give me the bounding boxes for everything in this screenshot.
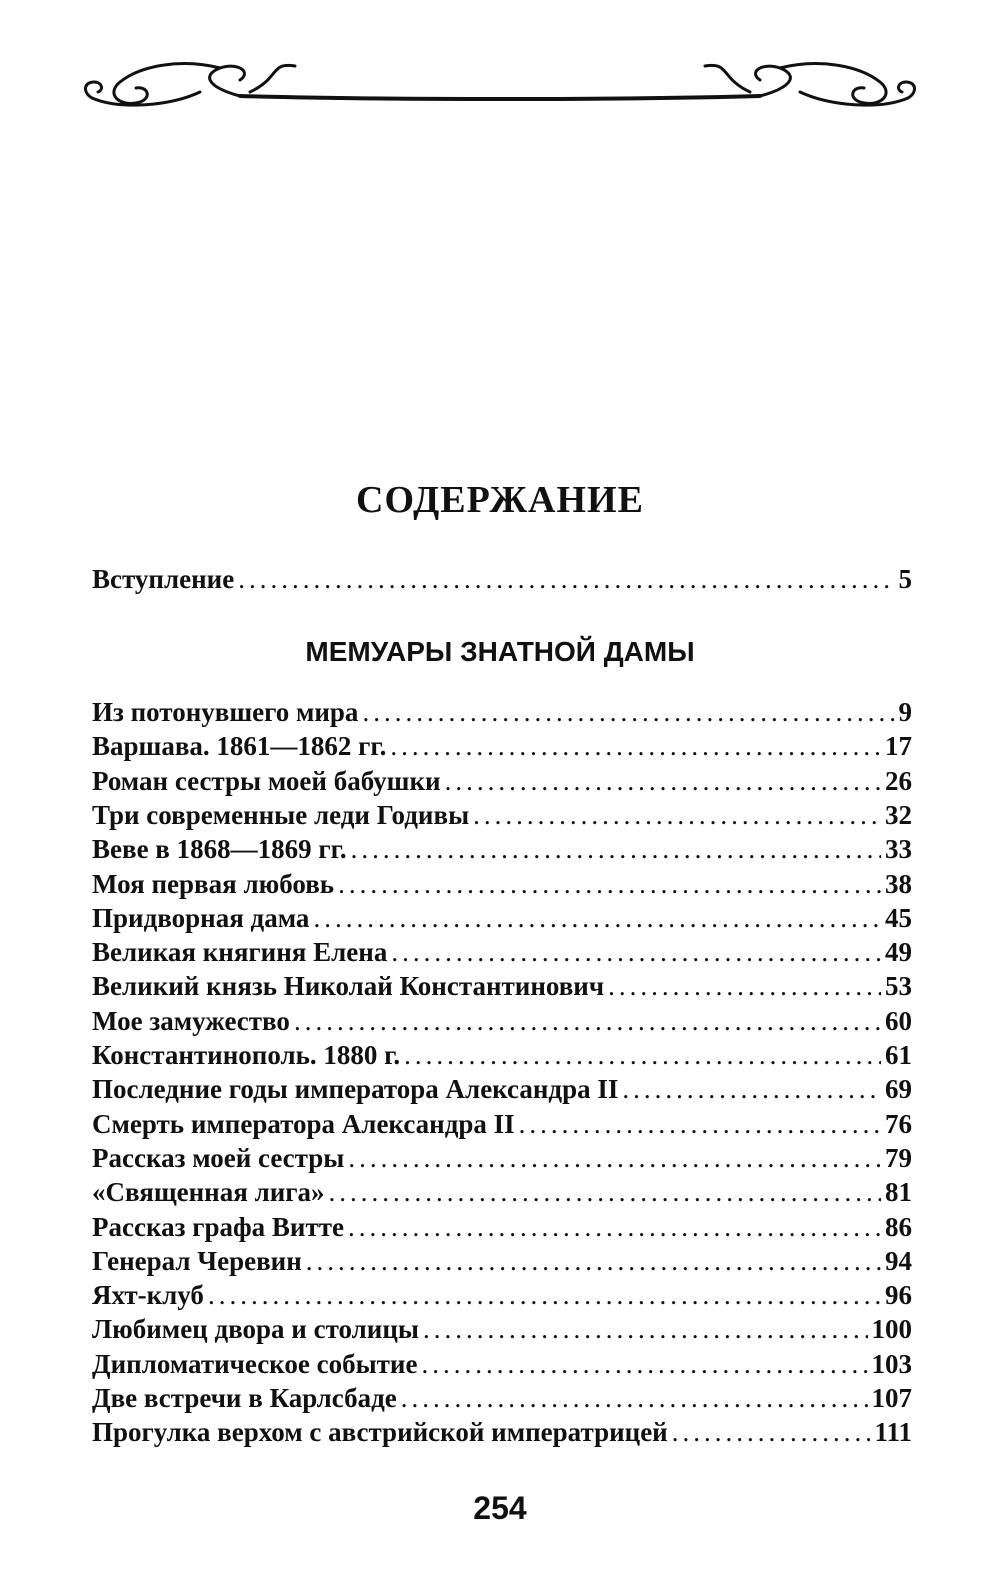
toc-entry-title: Две встречи в Карлсбаде — [92, 1383, 397, 1413]
toc-entry-title: Рассказ графа Витте — [92, 1211, 344, 1242]
toc-entry-title: Придворная дама — [92, 902, 310, 933]
toc-entry-page: 100 — [871, 1314, 912, 1345]
toc-entry-title: Прогулка верхом с австрийской императрицей — [92, 1417, 668, 1448]
toc-entry — [92, 903, 912, 937]
dot-leader — [348, 1212, 881, 1243]
toc-entry — [92, 1280, 912, 1314]
toc-entry — [92, 1314, 912, 1348]
dot-leader — [423, 1314, 868, 1345]
dot-leader — [208, 1280, 881, 1311]
section-title: МЕМУАРЫ ЗНАТНОЙ ДАМЫ — [305, 636, 695, 667]
toc-entry — [92, 800, 912, 834]
toc-entry-title: «Священная лига» — [92, 1177, 325, 1208]
toc-entry-title: Веве в 1868—1869 гг. — [92, 834, 347, 865]
toc-entry-page: 53 — [885, 971, 912, 1002]
toc-entry-page: 32 — [885, 799, 912, 830]
dot-leader — [294, 1006, 881, 1037]
dot-leader — [672, 1417, 871, 1448]
toc-entry-title: Смерть императора Александра II — [92, 1108, 515, 1139]
toc-entry-page: 9 — [898, 697, 912, 727]
dot-leader — [404, 1040, 881, 1071]
toc-entry — [92, 1006, 912, 1040]
toc-entry-page: 45 — [885, 902, 912, 933]
dot-leader — [519, 1109, 881, 1140]
toc-entry-title: Мое замужество — [92, 1005, 290, 1036]
toc-entry — [92, 1383, 912, 1417]
toc-entry-title: Генерал Черевин — [92, 1245, 302, 1276]
toc-entry — [92, 971, 912, 1005]
toc-entry-page: 111 — [874, 1417, 912, 1448]
toc-entry-title: Константинополь. 1880 г. — [92, 1040, 401, 1070]
toc-entry — [92, 937, 912, 971]
decorative-flourish-header — [80, 48, 920, 118]
toc-entry-title: Три современные леди Годивы — [92, 799, 470, 830]
dot-leader — [306, 1246, 881, 1277]
toc-entry-page: 96 — [885, 1280, 912, 1311]
toc-entry-title: Великий князь Николай Константинович — [92, 971, 605, 1002]
toc-entry-page: 79 — [885, 1142, 912, 1173]
toc-entry-title: Моя первая любовь — [92, 868, 335, 899]
dot-leader — [473, 800, 881, 831]
toc-entry-page: 81 — [885, 1177, 912, 1208]
page-title: СОДЕРЖАНИЕ — [356, 479, 644, 521]
toc-entry-page: 94 — [885, 1245, 912, 1276]
dot-leader — [390, 731, 881, 762]
dot-leader — [421, 1349, 867, 1380]
dot-leader — [351, 834, 881, 865]
dot-leader — [313, 903, 881, 934]
dot-leader — [401, 1383, 868, 1414]
toc-entry — [92, 834, 912, 868]
toc-entry-title: Яхт-клуб — [92, 1280, 204, 1311]
dot-leader — [338, 869, 881, 900]
dot-leader — [622, 1074, 881, 1105]
toc-entry-page: 61 — [885, 1040, 912, 1070]
toc-entry — [92, 1177, 912, 1211]
toc-entry-page: 26 — [885, 765, 912, 796]
toc-entry-page: 69 — [885, 1074, 912, 1105]
toc-entry-page: 38 — [885, 868, 912, 899]
dot-leader — [445, 766, 881, 797]
toc-entry — [92, 1040, 912, 1074]
toc-entry — [92, 1349, 912, 1383]
toc-entry-page: 76 — [885, 1108, 912, 1139]
toc-entry-page: 49 — [885, 937, 912, 968]
toc-entry — [92, 1109, 912, 1143]
toc-entry-title: Варшава. 1861—1862 гг. — [92, 731, 387, 762]
toc-entry-intro — [92, 564, 912, 598]
toc-entry-title: Рассказ моей сестры — [92, 1142, 345, 1173]
toc-entry-page: 5 — [898, 564, 912, 594]
dot-leader — [608, 971, 881, 1002]
toc-entry-page: 107 — [871, 1383, 912, 1413]
dot-leader — [362, 697, 894, 728]
toc-entry — [92, 766, 912, 800]
toc-entry-page: 33 — [885, 834, 912, 865]
toc-entry — [92, 1246, 912, 1280]
toc-entry — [92, 1212, 912, 1246]
dot-leader — [348, 1143, 881, 1174]
dot-leader — [391, 937, 881, 968]
toc-entry — [92, 697, 912, 731]
toc-entry — [92, 869, 912, 903]
toc-entry-title: Вступление — [92, 564, 235, 594]
toc-entry-title: Роман сестры моей бабушки — [92, 765, 441, 796]
page-number: 254 — [473, 1490, 527, 1526]
toc-entry-page: 17 — [885, 731, 912, 762]
toc-entry-title: Дипломатическое событие — [92, 1348, 418, 1379]
toc-entry-title: Любимец двора и столицы — [92, 1314, 419, 1345]
toc-entry — [92, 1417, 912, 1451]
toc-entry-page: 86 — [885, 1211, 912, 1242]
toc-entry — [92, 1074, 912, 1108]
dot-leader — [238, 564, 894, 595]
toc-entry-title: Из потонувшего мира — [92, 697, 359, 727]
toc-entry-title: Великая княгиня Елена — [92, 937, 388, 968]
toc-entry — [92, 1143, 912, 1177]
toc-entry-title: Последние годы императора Александра II — [92, 1074, 619, 1105]
dot-leader — [329, 1177, 881, 1208]
toc-entry-page: 103 — [871, 1348, 912, 1379]
toc-entry-page: 60 — [885, 1005, 912, 1036]
toc-entry — [92, 731, 912, 765]
